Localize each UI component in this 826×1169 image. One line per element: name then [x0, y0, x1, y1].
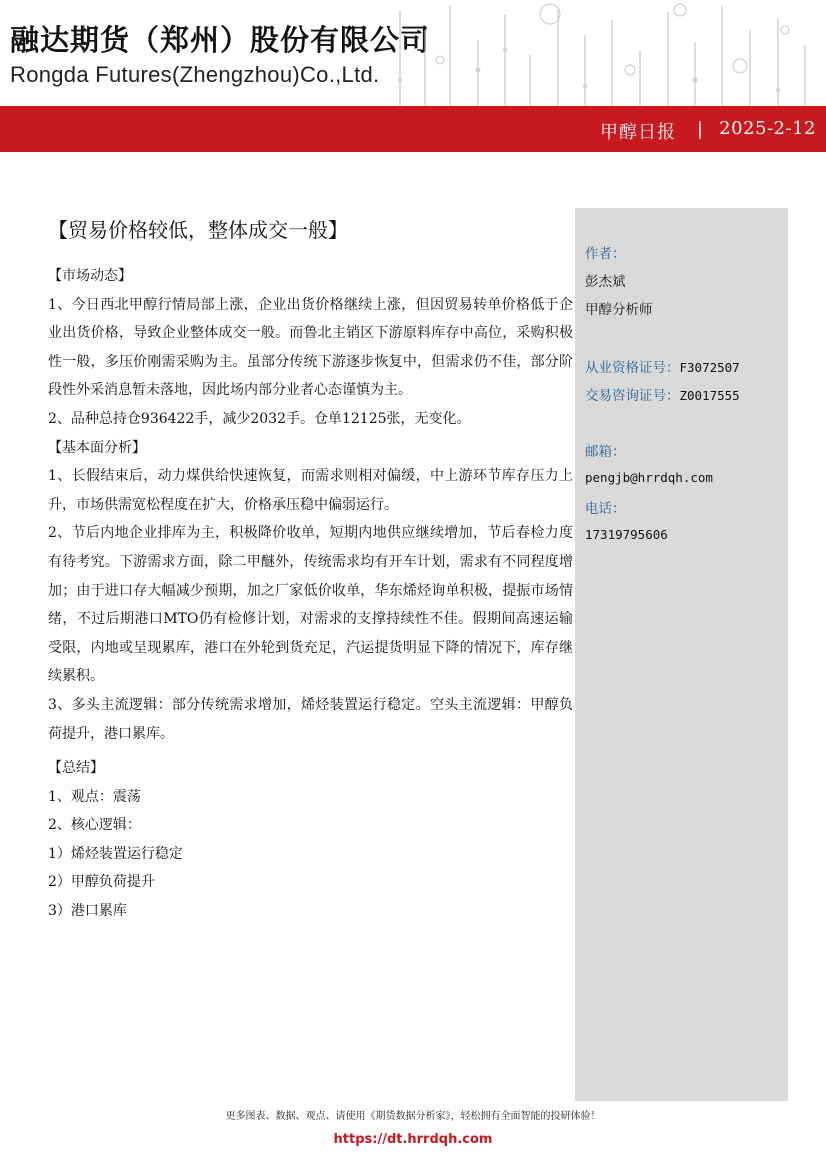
author-sidebar [575, 208, 788, 1101]
author-name: 彭杰斌 [585, 274, 626, 290]
email-address[interactable]: pengjb@hrrdqh.com [585, 470, 713, 485]
section-heading-market: 【市场动态】 [48, 268, 132, 284]
fundamentals-paragraph-3: 3、多头主流逻辑：部分传统需求增加，烯烃装置运行稳定。空头主流逻辑：甲醇负荷提升，港口累库。 [48, 696, 573, 742]
consulting-label: 交易咨询证号： [585, 388, 680, 404]
fundamentals-paragraph-1: 1、长假结束后，动力煤供给快速恢复，而需求则相对偏缓，中上游环节库存压力上升，市场供需宽松程度在扩大，价格承压稳中偏弱运行。 [48, 468, 573, 513]
article-title: 【贸易价格较低，整体成交一般】 [48, 218, 348, 242]
footer-note: 更多图表、数据、观点、请使用《期货数据分析家》，轻松拥有全面智能的投研体验！ [225, 1111, 601, 1122]
qualification-number: F3072507 [679, 360, 740, 375]
qualification-label: 从业资格证号： [585, 360, 680, 376]
summary-item-4: 2）甲醇负荷提升 [48, 874, 155, 891]
market-paragraph-1: 1、今日西北甲醇行情局部上涨，企业出货价格继续上涨，但因贸易转单价格低于企业出货价格，导致企业整体成交一般。而鲁北主销区下游原料库存中高位，采购积极性一般，多压价刚需采购为主。虽部分传统下游逐步恢复中，但需求仍不佳，部分阶段性外采消息暂未落地，因此场内部分业者心态谨慎为主。 [48, 296, 573, 399]
article-body [48, 262, 573, 926]
section-heading-summary: 【总结】 [48, 760, 104, 777]
section-heading-fundamentals: 【基本面分析】 [48, 439, 146, 456]
title-separator: | [696, 119, 703, 140]
consulting-number: Z0017555 [679, 388, 740, 403]
summary-item-5: 3）港口累库 [48, 903, 127, 920]
author-label: 作者： [585, 246, 626, 262]
report-date: 2025-2-12 [719, 118, 816, 139]
market-paragraph-2: 2、品种总持仓936422手，减少2032手。仓单12125张，无变化。 [48, 410, 471, 427]
company-name-en: Rongda Futures(Zhengzhou)Co.,Ltd. [10, 62, 380, 87]
header-banner [0, 0, 826, 106]
phone-label: 电话： [585, 501, 626, 517]
qualification-line [585, 356, 740, 376]
summary-item-1: 1、观点：震荡 [48, 788, 141, 805]
phone-number: 17319795606 [585, 527, 668, 542]
summary-item-2: 2、核心逻辑： [48, 817, 141, 834]
report-title: 甲醇日报 [600, 122, 676, 143]
decorative-pattern [380, 0, 826, 106]
consulting-line [585, 384, 740, 404]
summary-item-3: 1）烯烃装置运行稳定 [48, 845, 183, 862]
company-name-cn: 融达期货（郑州）股份有限公司 [10, 23, 431, 57]
footer-link[interactable]: https://dt.hrrdqh.com [333, 1132, 493, 1147]
author-role: 甲醇分析师 [585, 302, 653, 318]
fundamentals-paragraph-2: 2、节后内地企业排库为主，积极降价收单，短期内地供应继续增加，节后春检力度有待考究。下游需求方面，除二甲醚外，传统需求均有开车计划，需求有不同程度增加；由于进口存大幅减少预期，加之厂家低价收单，华东烯烃询单积极，提振市场情绪，不过后期港口MTO仍有检修计划，对需求的支撑持续性不佳。假期间高速运输受限，内地或呈现累库，港口在外轮到货充足，汽运提货明显下降的情况下，库存继续累积。 [48, 525, 573, 685]
email-label: 邮箱： [585, 444, 626, 460]
